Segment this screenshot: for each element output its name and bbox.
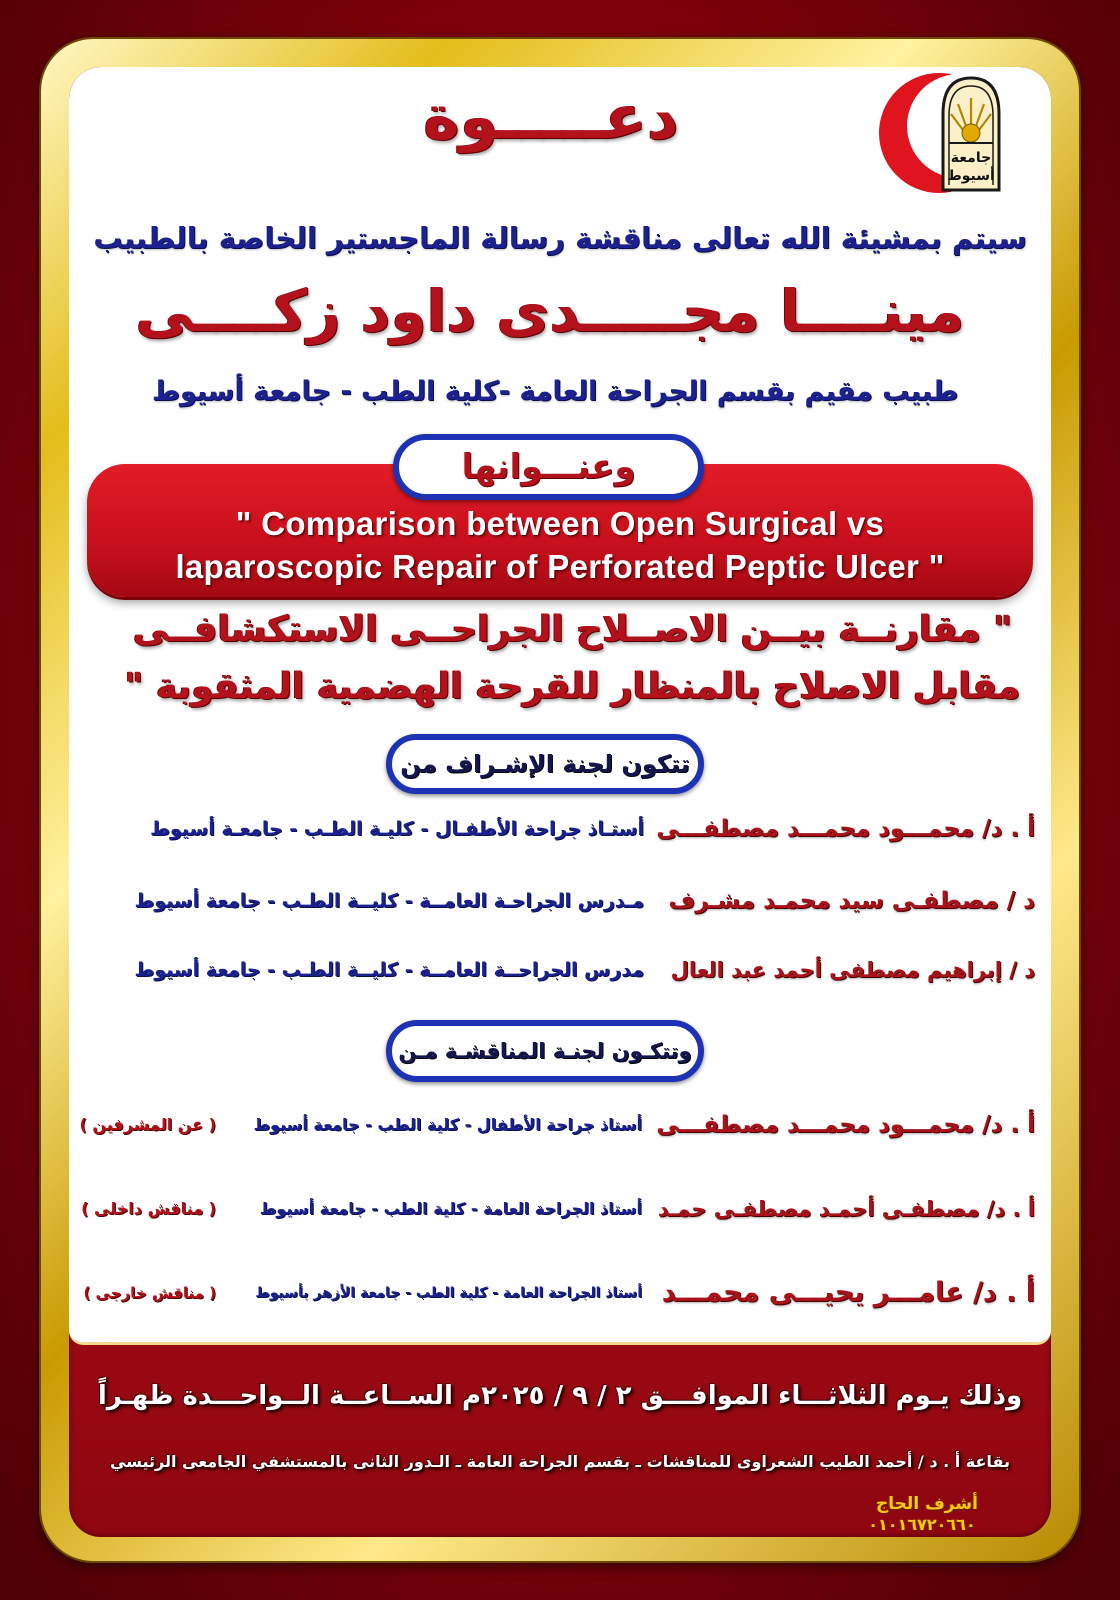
signature-name: أشرف الحاج <box>876 1494 978 1514</box>
supervisor-title: أستـاذ جراحة الأطفـال - كليـة الطـب - جامعـة أسيوط <box>150 818 644 840</box>
date-line: وذلك يـوم الثلاثـــاء الموافـــق ٢ / ٩ / ٢٠٢٥م الســاعــة الــواحـــدة ظهـراً <box>97 1381 1023 1411</box>
supervision-heading-badge <box>386 734 704 794</box>
supervision-heading: تتكون لجنة الإشـراف من <box>400 750 690 778</box>
thesis-heading-badge <box>393 434 704 500</box>
poster-title: دعـــــوة <box>423 80 679 153</box>
supervisor-name: د / مصطفـى سيد محمـد مشـرف <box>668 888 1035 914</box>
examiner-title: أستاذ الجراحة العامة - كلية الطب - جامعة أسيوط <box>259 1199 642 1218</box>
examiner-title: أستاذ الجراحة العامة - كلية الطب - جامعة الأزهر بأسيوط <box>255 1285 642 1301</box>
thesis-english-line1: " Comparison between Open Surgical vs <box>235 505 885 542</box>
logo-text-line2: أسيوط <box>947 168 995 184</box>
examiner-title: أستاذ جراحة الأطفال - كلية الطب - جامعة أسيوط <box>253 1115 642 1134</box>
examiner-role: ( مناقش داخلى ) <box>81 1199 216 1218</box>
thesis-heading: وعنـــوانها <box>461 447 636 487</box>
assiut-university-emblem-icon <box>943 78 999 190</box>
supervisor-title: مدرس الجراحــة العامــة - كليــة الطـب - جامعة أسيوط <box>134 959 644 981</box>
supervisor-name: أ . د/ محمـــود محمـــد مصطفـــى <box>656 816 1035 842</box>
examination-heading: وتتكـون لجنـة المناقشـة مـن <box>398 1039 692 1063</box>
examiner-name: أ . د/ محمـــود محمـــد مصطفـــى <box>656 1112 1035 1138</box>
examiner-name: أ . د/ عامـــر يحيـــى محمـــد <box>661 1277 1035 1308</box>
candidate-position: طبيب مقيم بقسم الجراحة العامة -كلية الطب - جامعة أسيوط <box>151 376 959 407</box>
examination-heading-badge <box>386 1020 704 1082</box>
examiner-name: أ . د/ مصطفـى أحمـد مصطفـى حمـد <box>657 1197 1035 1221</box>
venue-line: بقاعة أ . د / أحمد الطيب الشعراوى للمناقشات ـ بقسم الجراحة العامة ـ الـدور الثانى بالمستشفي الجامعى الرئيسي <box>110 1452 1010 1471</box>
supervisor-title: مـدرس الجراحـة العامــة - كليــة الطـب - جامعة أسيوط <box>134 890 644 912</box>
logo-text-line1: جامعة <box>950 150 992 166</box>
examiner-role: ( عن المشرفين ) <box>79 1115 216 1134</box>
university-logo <box>879 66 1007 200</box>
thesis-english-line2: laparoscopic Repair of Perforated Peptic Ulcer " <box>175 548 945 585</box>
examiner-role: ( مناقش خارجى ) <box>83 1284 216 1302</box>
thesis-arabic-line2: مقابل الاصلاح بالمنظار للقرحة الهضمية المثقوبة " <box>124 666 1021 707</box>
signature-phone: ٠١٠١٦٧٢٠٦٦٠ <box>868 1515 976 1534</box>
supervisor-name: د / إبراهيم مصطفى أحمد عبد العال <box>670 958 1035 982</box>
intro-line: سيتم بمشيئة الله تعالى مناقشة رسالة الماجستير الخاصة بالطبيب <box>93 221 1027 255</box>
candidate-name: مينــــا مجـــــدى داود زكــــى <box>135 277 965 345</box>
thesis-arabic-line1: " مقارنــة بيــن الاصــلاح الجراحــى الاستكشافــى <box>132 609 1013 650</box>
